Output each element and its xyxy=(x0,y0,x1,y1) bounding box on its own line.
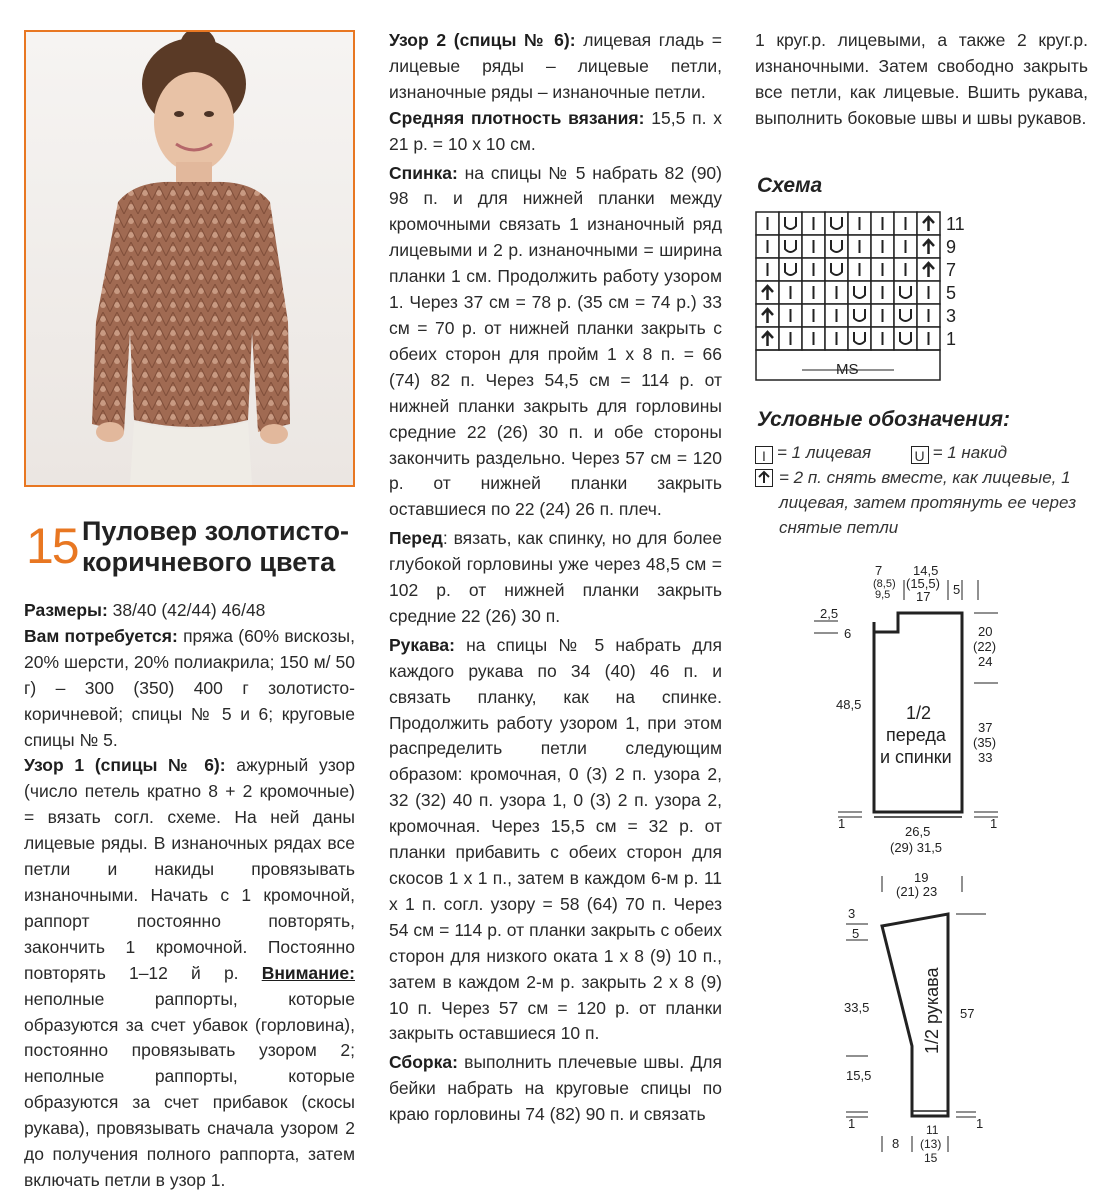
dim-top-right: 5 xyxy=(953,582,961,597)
sleeve-label: 1/2 рукава xyxy=(922,967,942,1054)
chart-cell xyxy=(848,327,871,350)
chart-cell xyxy=(917,258,940,281)
legend xyxy=(755,440,1095,540)
chart-row-label: 7 xyxy=(946,260,957,280)
sleeve-dim-bottom-8: 8 xyxy=(892,1136,900,1151)
front-text: : вязать, как спинку, но для более глубокой горловины уже через 48,5 см = 102 р. от нижней планки закрыть средние 22 (26) 30 п. xyxy=(389,528,722,626)
back-paragraph xyxy=(389,161,722,524)
chart-cell xyxy=(917,304,940,327)
column-3 xyxy=(755,28,1088,132)
chart-row-label: 9 xyxy=(946,237,957,257)
sizes-paragraph xyxy=(24,598,355,624)
chart-cell xyxy=(894,281,917,304)
knitting-chart xyxy=(752,208,982,384)
chart-cell xyxy=(871,212,894,235)
dim-right-20: 20 xyxy=(978,624,993,639)
sizes-label: Размеры: xyxy=(24,600,108,620)
chart-cell xyxy=(802,304,825,327)
chart-cell xyxy=(848,258,871,281)
title-line-1: Пуловер золотисто- xyxy=(82,516,349,546)
chart-cell xyxy=(779,281,802,304)
dim-bottom-1: 26,5 xyxy=(905,824,931,839)
sleeve-dim-left-155: 15,5 xyxy=(846,1068,872,1083)
density-label: Средняя плотность вязания: xyxy=(389,107,645,128)
back-label: Спинка: xyxy=(389,162,458,183)
sleeves-paragraph xyxy=(389,633,722,1048)
sleeve-dim-bottom-15: 15 xyxy=(924,1151,938,1165)
chart-row-label: 11 xyxy=(946,214,965,234)
chart-cell xyxy=(756,281,779,304)
dim-neck-sub2: 9,5 xyxy=(875,589,891,601)
model-illustration xyxy=(26,32,353,485)
dim-right-22: (22) xyxy=(973,639,997,654)
sleeve-dim-bottom-13: (13) xyxy=(920,1137,942,1151)
front-label: Перед xyxy=(389,528,443,549)
legend-title: Условные обозначения: xyxy=(757,408,1011,431)
column-1 xyxy=(24,598,355,1194)
assembly-continued: 1 круг.р. лицевыми, а также 2 круг.р. изнаночными. Затем свободно закрыть все петли, как лицевые. Вшить рукава, выполнить боковые швы и швы рукавов. xyxy=(755,30,1088,128)
yarn-over-icon: U xyxy=(911,446,929,464)
knit-stitch-icon: I xyxy=(755,446,773,464)
legend-dec: = 2 п. снять вместе, как лицевые, 1 лицевая, затем протянуть ее через снятые петли xyxy=(779,468,1077,537)
dim-neck-sub1: (8,5) xyxy=(873,578,896,590)
pattern2-paragraph xyxy=(389,28,722,106)
chart-cell xyxy=(894,212,917,235)
chart-cell xyxy=(802,235,825,258)
dim-left-485: 48,5 xyxy=(836,697,862,712)
dim-shoulder-sub2: 17 xyxy=(916,589,931,604)
sleeve-schematic xyxy=(836,866,1016,1176)
pattern2-text: лицевая гладь = лицевые ряды – лицевые петли, изнаночные ряды – изнаночные петли. xyxy=(389,30,723,102)
sizes-text: 38/40 (42/44) 46/48 xyxy=(107,600,266,620)
pattern1-label: Узор 1 (спицы № 6): xyxy=(24,755,226,776)
chart-cell xyxy=(871,304,894,327)
dim-shoulder-sub1: (15,5) xyxy=(906,576,940,591)
materials-paragraph xyxy=(24,624,355,754)
back-text: на спицы № 5 набрать 82 (90) 98 п. и для нижней планки между кромочными связать 1 изнаночный ряд лицевыми и 2 р. изнаночными = ширина планки 1 см. Продолжить работу узором 1. Через 37 см = 78 р. (35 см = 74 р.) 33 см = 70 р. от нижней планки закрыть с обеих сторон для пройм 1 х 8 п. = 66 (74) 82 п. Через 54,5 см = 114 р. от нижней планки закрыть для горловины средние 22 (26) 30 п. и обе стороны закончить раздельно. Через 57 см = 120 р. от нижней планки закрыть оставшиеся по 22 (24) 26 п. плеч. xyxy=(389,162,722,520)
chart-cell xyxy=(779,235,802,258)
chart-cell xyxy=(894,235,917,258)
sleeve-dim-right-57: 57 xyxy=(960,1006,975,1021)
pattern2-label: Узор 2 (спицы № 6): xyxy=(389,30,576,50)
chart-cell xyxy=(756,304,779,327)
chart-cell xyxy=(756,258,779,281)
chart-cell xyxy=(825,304,848,327)
density-text: 15,5 п. х 21 р. = 10 х 10 см. xyxy=(389,107,722,154)
dim-right-33: 33 xyxy=(978,750,993,765)
chart-cell xyxy=(756,212,779,235)
chart-cell xyxy=(894,304,917,327)
dim-right-1: 1 xyxy=(990,816,998,831)
pattern1-text: ажурный узор (число петель кратно 8 + 2 кромочные) = вязать согл. схеме. На ней даны лицевые ряды. В изнаночных рядах все петли и накиды провязывать изнаночными. Начать с 1 кромочной, раппорт постоянно повторять, закончить 1 кромочной. Постоянно повторять 1–12 й р. xyxy=(24,755,355,983)
dim-left-1: 1 xyxy=(838,816,846,831)
sleeve-dim-bottom-11: 11 xyxy=(926,1123,939,1137)
dim-neck: 7 xyxy=(875,563,883,578)
sleeve-dim-left-1: 1 xyxy=(848,1116,856,1131)
chart-cell xyxy=(825,327,848,350)
chart-cell xyxy=(802,327,825,350)
materials-label: Вам потребуется: xyxy=(24,625,178,646)
chart-cell xyxy=(917,212,940,235)
chart-cell xyxy=(848,281,871,304)
assembly-text: выполнить плечевые швы. Для бейки набрать на круговые спицы по краю горловины 74 (82) 90 п. и связать xyxy=(389,1052,722,1125)
sleeve-dim-top2: (21) 23 xyxy=(896,884,938,899)
chart-cell xyxy=(802,212,825,235)
chart-cell xyxy=(779,327,802,350)
materials-text: пряжа (60% вискозы, 20% шерсти, 20% полиакрила; 150 м/ 50 г) – 300 (350) 400 г золотисто-коричневой; спицы № 5 и 6; круговые спицы № 5. xyxy=(24,625,355,750)
density-paragraph xyxy=(389,106,722,158)
dim-left-25: 2,5 xyxy=(820,606,839,621)
model-photo xyxy=(24,30,355,487)
chart-cell xyxy=(779,304,802,327)
sleeve-dim-left-3: 3 xyxy=(848,906,856,921)
title-line-2: коричневого цвета xyxy=(82,547,336,577)
attention-label: Внимание: xyxy=(261,962,355,983)
legend-knit-row xyxy=(755,440,1095,465)
dim-bottom-2: (29) 31,5 xyxy=(890,840,943,855)
dim-shoulder: 14,5 xyxy=(913,563,939,578)
chart-cell xyxy=(756,235,779,258)
chart-row-label: 1 xyxy=(946,329,957,349)
body-schematic xyxy=(808,560,1018,860)
chart-cell xyxy=(802,258,825,281)
chart-cell xyxy=(871,327,894,350)
chart-cell xyxy=(825,258,848,281)
legend-dec-row xyxy=(755,465,1095,540)
chart-cell xyxy=(825,212,848,235)
sleeve-dim-left-335: 33,5 xyxy=(844,1000,870,1015)
sleeve-dim-left-5: 5 xyxy=(852,926,860,941)
chart-cell xyxy=(871,258,894,281)
dim-right-37: 37 xyxy=(978,720,993,735)
chart-cell xyxy=(917,327,940,350)
assembly-label: Сборка: xyxy=(389,1052,458,1073)
sleeve-dim-top1: 19 xyxy=(914,870,929,885)
body-label-2: переда xyxy=(886,725,946,745)
chart-cell xyxy=(894,327,917,350)
decrease-icon xyxy=(755,469,773,487)
chart-cell xyxy=(894,258,917,281)
chart-cell xyxy=(917,235,940,258)
assembly-paragraph xyxy=(389,1050,722,1128)
chart-cell xyxy=(848,212,871,235)
pattern1-note: неполные раппорты, которые образуются за счет убавок (горловина), постоянно провязывать узором 2; неполные раппорты, которые образуются за счет прибавок (скосы рукава), провязывать сначала узором 2 до получения полного раппорта, затем включать петли в узор 1. xyxy=(24,988,355,1190)
chart-cell xyxy=(848,235,871,258)
chart-cell xyxy=(871,235,894,258)
dim-left-6: 6 xyxy=(844,626,852,641)
pattern-number: 15 xyxy=(26,518,78,574)
chart-cell xyxy=(756,327,779,350)
sleeves-label: Рукава: xyxy=(389,634,455,655)
pattern-title xyxy=(82,516,349,578)
legend-yo: = 1 накид xyxy=(932,443,1008,462)
sleeves-text: на спицы № 5 набрать для каждого рукава по 34 (40) 46 п. и связать планку, как на спинке. Продолжить работу узором 1, при этом распределить петли следующим образом: кромочная, 0 (3) 2 п. узора 2, 32 (32) 40 п. узора 1, 0 (3) 2 п. узора 2, кромочная. Через 15,5 см = 32 р. от планки прибавить с обеих сторон для скосов 1 х 1 п., затем в каждом 6-м р. 11 х 1 п. согл. узору = 58 (64) 70 п. Через 54 см = 114 р. от планки закрыть с обеих сторон для низкого оката 1 х 8 (9) 10 п., затем в каждом 2-м р. закрыть 2 х 8 (9) 10 п. Через 57 см = 120 р. от планки закрыть оставшиеся 10 п. xyxy=(389,634,722,1044)
chart-cell xyxy=(779,212,802,235)
front-paragraph xyxy=(389,526,722,630)
dim-right-24: 24 xyxy=(978,654,993,669)
chart-cell xyxy=(848,304,871,327)
chart-cell xyxy=(917,281,940,304)
chart-cell xyxy=(779,258,802,281)
chart-row-label: 5 xyxy=(946,283,957,303)
chart-row-label: 3 xyxy=(946,306,957,326)
chart-cell xyxy=(825,281,848,304)
rapport-label: MS xyxy=(836,361,859,378)
chart-cell xyxy=(871,281,894,304)
body-label-1: 1/2 xyxy=(906,703,932,723)
column-2 xyxy=(389,28,722,1128)
pattern1-paragraph xyxy=(24,753,355,1193)
sleeve-dim-right-1: 1 xyxy=(976,1116,984,1131)
legend-knit: = 1 лицевая xyxy=(777,443,872,462)
scheme-title: Схема xyxy=(757,174,823,197)
chart-cell xyxy=(802,281,825,304)
chart-cell xyxy=(825,235,848,258)
body-label-3: и спинки xyxy=(880,747,952,767)
dim-right-35: (35) xyxy=(973,735,997,750)
